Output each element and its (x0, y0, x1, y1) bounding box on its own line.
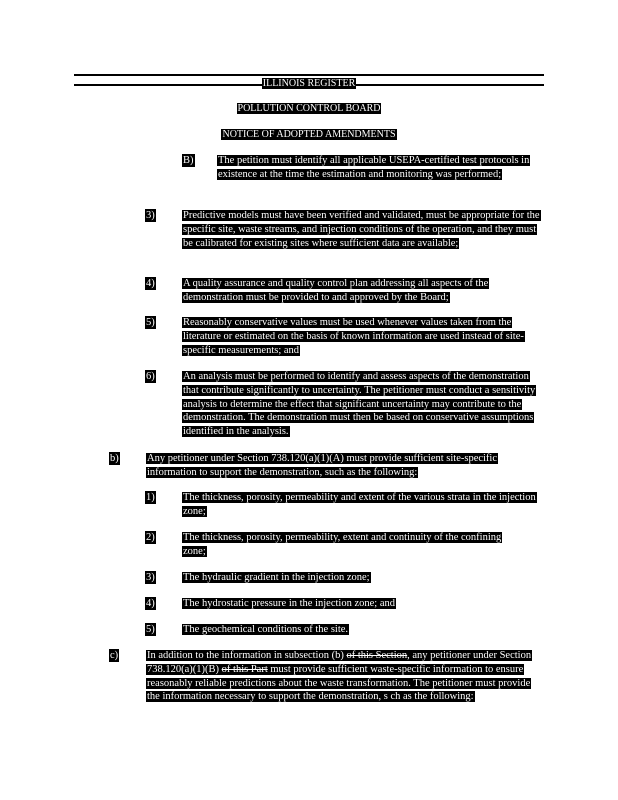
item-label: 5) (146, 624, 155, 635)
item-label: 3) (146, 210, 155, 221)
board-title: POLLUTION CONTROL BOARD (237, 103, 381, 114)
item-text: The hydraulic gradient in the injection zone; (183, 572, 370, 583)
item-label: 4) (146, 598, 155, 609)
struck-text: of this Section (346, 650, 408, 661)
item-text: A quality assurance and quality control plan addressing all aspects of the demonstration must be provided to and approved by the Board; (183, 278, 489, 303)
item-text: Any petitioner under Section 738.120(a)(1)(A) must provide sufficient site-specific information to support the demonstration, such as the following: (147, 453, 498, 478)
item-text: Reasonably conservative values must be used whenever values taken from the literature or estimated on the basis of known information are used instead of site-specific measurements; and (183, 317, 524, 356)
notice-title: NOTICE OF ADOPTED AMENDMENTS (222, 129, 396, 140)
item-text: The geochemical conditions of the site. (183, 624, 349, 635)
item-label: 5) (146, 317, 155, 328)
item-label: 3) (146, 572, 155, 583)
item-text: An analysis must be performed to identify and assess aspects of the demonstration that contribute significantly to uncertainty. The petitioner must conduct a sensitivity analysis to determine the effect that significant uncertainty may contribute to the demonstration. The demonstration must then be based on conservative assumptions identified in the analysis. (183, 371, 536, 438)
item-text: In addition to the information in subsection (b) of this Section, any petitioner under Section 738.120(a)(1)(B) of this Part must provide sufficient waste-specific information to ensure reasonably reliable predictions about the waste transformation. The petitioner must provide the information necessary to support the demonstration, s ch as the following: (147, 650, 532, 703)
item-text: The thickness, porosity, permeability and extent of the various strata in the injection zone; (183, 492, 536, 517)
item-text: The thickness, porosity, permeability, extent and continuity of the confining zone; (183, 532, 502, 557)
item-text: The hydrostatic pressure in the injection zone; and (183, 598, 395, 609)
struck-text: of this Part (221, 663, 268, 675)
item-text: The petition must identify all applicable USEPA-certified test protocols in existence at the time the estimation and monitoring was performed; (218, 155, 530, 180)
register-title: ILLINOIS REGISTER (262, 78, 356, 89)
item-label: b) (110, 453, 119, 464)
item-label: 1) (146, 492, 155, 503)
item-label: 2) (146, 532, 155, 543)
item-text: Predictive models must have been verified and validated, must be appropriate for the specific site, waste streams, and injection conditions of the operation, and they must be calibrated for existing sites where sufficient data are available; (183, 210, 540, 249)
item-label: B) (183, 155, 194, 166)
item-label: 4) (146, 278, 155, 289)
item-label: 6) (146, 371, 155, 382)
item-label: c) (110, 650, 119, 661)
